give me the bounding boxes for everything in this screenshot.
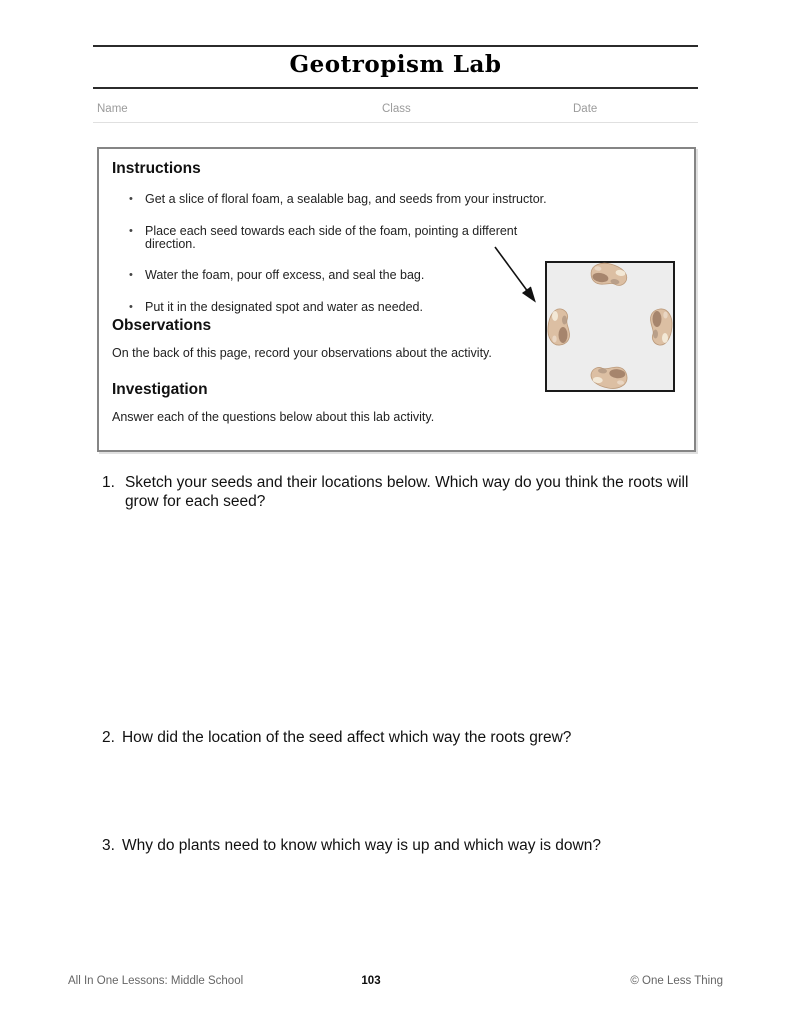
question-1 [102, 473, 702, 511]
bullet-text: Put it in the designated spot and water as needed. [145, 299, 423, 314]
question-number: 1. [102, 474, 115, 491]
list-item [129, 225, 549, 251]
question-3 [102, 836, 722, 855]
seed-foam-diagram [545, 261, 675, 392]
instructions-box [97, 147, 696, 452]
instructions-bullet-list [129, 193, 549, 314]
answer-space-1[interactable] [100, 520, 700, 705]
bullet-icon: • [129, 224, 133, 237]
student-info-fill-line[interactable] [93, 122, 698, 123]
footer-page-number: 103 [361, 975, 381, 987]
list-item [129, 269, 549, 282]
page-footer [0, 975, 791, 995]
investigation-heading: Investigation [112, 381, 208, 398]
observations-heading: Observations [112, 317, 212, 334]
list-item [129, 301, 549, 314]
question-number: 3. [102, 837, 115, 854]
page-title: Geotropism Lab [289, 51, 502, 78]
footer-copyright: © One Less Thing [630, 975, 723, 987]
arrow-annotation-icon [492, 244, 552, 314]
question-text: Sketch your seeds and their locations below. Which way do you think the roots will grow for each seed? [124, 474, 689, 510]
bullet-icon: • [129, 300, 133, 313]
question-2 [102, 728, 722, 747]
date-label: Date [573, 103, 598, 115]
question-text: Why do plants need to know which way is up and which way is down? [121, 837, 601, 854]
bullet-text: Water the foam, pour off excess, and seal the bag. [145, 268, 425, 282]
name-label: Name [97, 103, 128, 115]
divider [93, 45, 698, 47]
bullet-icon: • [129, 269, 133, 281]
answer-space-3[interactable] [100, 870, 700, 950]
student-info-row [93, 103, 698, 123]
question-number: 2. [102, 729, 115, 746]
question-text: How did the location of the seed affect which way the roots grew? [121, 729, 572, 746]
observations-text: On the back of this page, record your observations about the activity. [112, 346, 492, 360]
bullet-icon: • [129, 193, 133, 205]
divider [93, 87, 698, 89]
footer-series-title: All In One Lessons: Middle School [68, 975, 244, 987]
instructions-heading: Instructions [112, 160, 201, 177]
list-item [129, 193, 549, 206]
bullet-text: Place each seed towards each side of the foam, pointing a different direction. [145, 223, 518, 251]
class-label: Class [382, 103, 411, 115]
answer-space-2[interactable] [100, 762, 700, 822]
investigation-text: Answer each of the questions below about this lab activity. [112, 410, 435, 424]
bullet-text: Get a slice of floral foam, a sealable bag, and seeds from your instructor. [145, 192, 547, 206]
